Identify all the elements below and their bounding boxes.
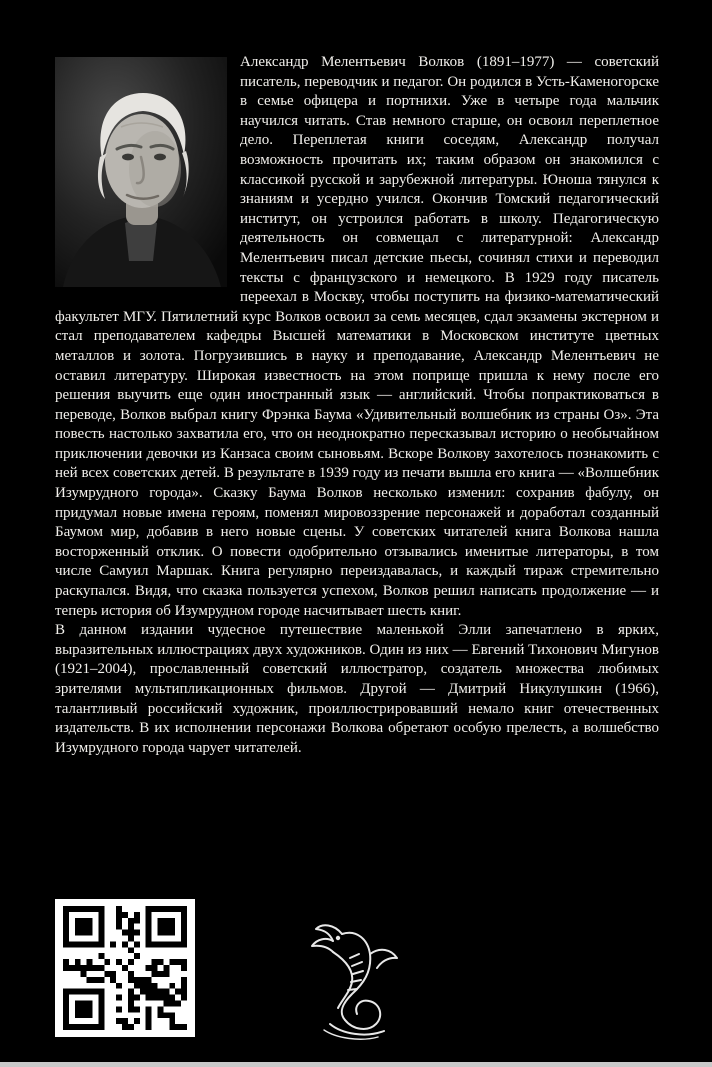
biography-paragraph-2: В данном издании чудесное путешествие маленькой Элли запечатлено в ярких, выразительных иллюстрациях двух художников. Один из них — Евгений Тихонович Мигунов (1921–2004), прославленный советский иллюстратор, создатель множества любимых зрителями мультипликационных фильмов. Другой — Дмитрий Никулушкин (1966), талантливый российский художник, проиллюстрировавший немало книг отечественных издательств. В их исполнении персонажи Волкова обретают особую прелесть, а волшебство Изумрудного города чарует читателей. [55,622,659,756]
page-edge-strip [0,1062,712,1067]
dragon-illustration [297,918,417,1040]
biography-paragraph-1: Александр Мелентьевич Волков (1891–1977) — советский писатель, переводчик и педагог. Он родился в Усть-Каменогорске в семье офицера и портнихи. Уже в четыре года мальчик научился читать. Став немного старше, он освоил переплетное дело. Переплетая книги соседям, Александр получал возможность прочитать их; таким образом он знакомился с классикой русской и зарубежной литературы. Юноша тянулся к знаниям и усердно учился. Окончив Томский педагогический институт, он устроился работать в школу. Педагогическую деятельность он совмещал с литературной: Александр Мелентьевич писал детские пьесы, сочинял стихи и переводил тексты с французского и немецкого. В 1929 году писатель переехал в Москву, чтобы поступить на физико-математический факультет МГУ. Пятилетний курс Волков освоил за семь месяцев, сдал экзамены экстерном и стал преподавателем кафедры Высшей математики в Московском институте цветных металлов и золота. Погрузившись в науку и преподавание, Александр Мелентьевич не оставил литературу. Широкая известность на этом поприще пришла к нему после его решения выучить еще один иностранный язык — английский. Чтобы попрактиковаться в переводе, Волков выбрал книгу Фрэнка Баума «Удивительный волшебник из страны Оз». Эта повесть настолько захватила его, что он неоднократно пересказывал историю о необычайном приключении девочки из Канзаса своим сыновьям. Вскоре Волкову захотелось познакомить с ней всех советских детей. В результате в 1939 году из печати вышла его книга — «Волшебник Изумрудного города». Сказку Баума Волков несколько изменил: сохранив фабулу, он придумал новые имена героям, поменял мировоззрение персонажей и доработал созданный Баумом мир, добавив в него новые сцены. У советских читателей книга Волкова нашла восторженный отклик. О повести одобрительно отзывались именитые литераторы, в том числе Самуил Маршак. Книга регулярно переиздавалась, и каждый тираж стремительно раскупался. Видя, что сказка пользуется успехом, Волков решил написать продолжение — и теперь история об Изумрудном городе насчитывает шесть книг. [55,54,659,619]
dragon-ornament [297,918,417,1040]
qr-code-pattern [59,903,191,1033]
portrait-illustration [55,57,227,287]
qr-code [55,899,195,1037]
biography-block [55,53,659,758]
portrait-photo [55,57,227,287]
